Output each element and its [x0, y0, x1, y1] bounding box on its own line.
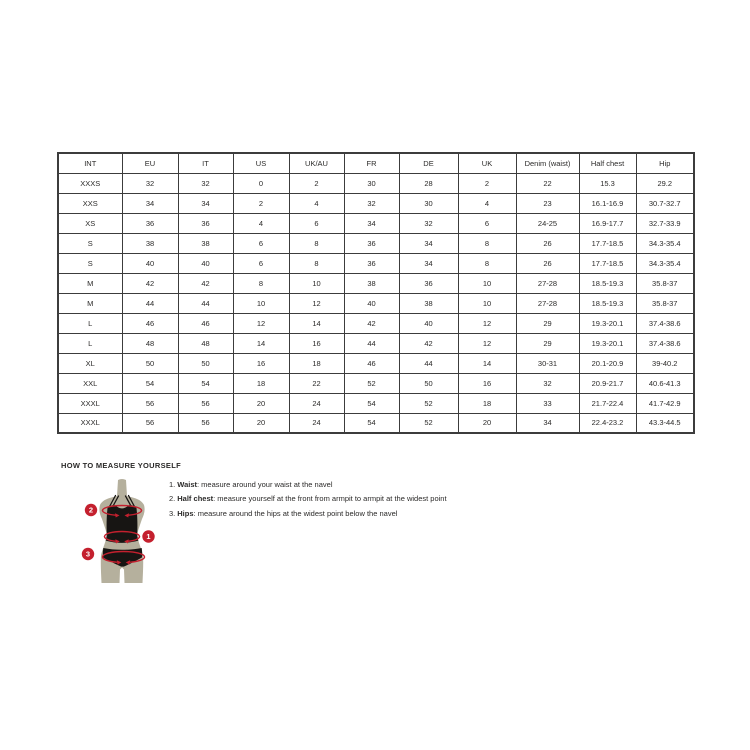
size-cell: 33: [516, 393, 579, 413]
instruction-half-chest: [169, 494, 447, 504]
size-cell: 22: [516, 173, 579, 193]
size-cell: 19.3-20.1: [579, 313, 636, 333]
size-cell: 2: [289, 173, 344, 193]
size-row: [58, 233, 694, 253]
size-cell: 40: [122, 253, 178, 273]
size-cell: 38: [178, 233, 233, 253]
size-cell: 8: [233, 273, 289, 293]
size-cell: 34: [516, 413, 579, 433]
size-column-header: FR: [344, 153, 399, 173]
size-cell: L: [58, 313, 122, 333]
size-cell: 54: [344, 413, 399, 433]
size-cell: 8: [458, 253, 516, 273]
size-cell: 42: [178, 273, 233, 293]
instruction-label: Half chest: [177, 494, 214, 504]
size-cell: 20: [233, 393, 289, 413]
size-column-header: EU: [122, 153, 178, 173]
size-cell: 8: [289, 253, 344, 273]
size-cell: 18.5-19.3: [579, 293, 636, 313]
badge-waist-number: 1: [146, 532, 151, 542]
size-cell: 14: [458, 353, 516, 373]
size-cell: 46: [178, 313, 233, 333]
size-cell: 24: [289, 393, 344, 413]
size-cell: 44: [344, 333, 399, 353]
size-cell: 41.7-42.9: [636, 393, 694, 413]
size-cell: 18: [233, 373, 289, 393]
size-row: [58, 293, 694, 313]
size-cell: 18: [458, 393, 516, 413]
size-cell: 42: [122, 273, 178, 293]
size-cell: 40.6-41.3: [636, 373, 694, 393]
size-cell: XXXS: [58, 173, 122, 193]
size-cell: 34: [122, 193, 178, 213]
size-column-header: Half chest: [579, 153, 636, 173]
size-cell: 48: [178, 333, 233, 353]
size-cell: 37.4-38.6: [636, 333, 694, 353]
size-cell: 19.3-20.1: [579, 333, 636, 353]
size-row: [58, 353, 694, 373]
size-cell: 30.7-32.7: [636, 193, 694, 213]
badge-chest: [85, 504, 97, 516]
size-row: [58, 393, 694, 413]
badge-hips-number: 3: [85, 549, 91, 559]
instruction-hips: [169, 509, 447, 519]
size-cell: 32: [344, 193, 399, 213]
size-cell: 20: [233, 413, 289, 433]
size-cell: XL: [58, 353, 122, 373]
size-cell: 38: [344, 273, 399, 293]
size-cell: 34: [344, 213, 399, 233]
size-cell: 42: [399, 333, 458, 353]
size-cell: 6: [289, 213, 344, 233]
size-cell: 40: [178, 253, 233, 273]
size-cell: 29.2: [636, 173, 694, 193]
size-cell: 34.3-35.4: [636, 253, 694, 273]
size-cell: 2: [458, 173, 516, 193]
size-cell: 4: [233, 213, 289, 233]
badge-waist: [142, 530, 154, 542]
size-cell: 35.8-37: [636, 273, 694, 293]
size-row: [58, 273, 694, 293]
size-cell: 4: [458, 193, 516, 213]
size-cell: 44: [399, 353, 458, 373]
instruction-number: 3.: [169, 508, 176, 518]
how-to-measure-title: HOW TO MEASURE YOURSELF: [61, 461, 181, 470]
size-cell: 8: [458, 233, 516, 253]
size-cell: 20.1-20.9: [579, 353, 636, 373]
size-column-header: US: [233, 153, 289, 173]
size-cell: 34: [399, 253, 458, 273]
size-cell: 10: [458, 273, 516, 293]
swimsuit-top: [106, 505, 139, 543]
size-cell: 10: [233, 293, 289, 313]
size-column-header: UK/AU: [289, 153, 344, 173]
size-cell: 32: [122, 173, 178, 193]
size-cell: 32.7-33.9: [636, 213, 694, 233]
size-cell: XXXL: [58, 393, 122, 413]
size-cell: 27-28: [516, 293, 579, 313]
size-cell: 34: [399, 233, 458, 253]
size-cell: M: [58, 273, 122, 293]
size-cell: 35.8-37: [636, 293, 694, 313]
size-cell: 50: [122, 353, 178, 373]
size-cell: 30: [399, 193, 458, 213]
size-cell: 2: [233, 193, 289, 213]
size-cell: 28: [399, 173, 458, 193]
size-cell: 48: [122, 333, 178, 353]
measurement-figure-illustration: [78, 477, 162, 589]
size-cell: 50: [178, 353, 233, 373]
size-cell: 56: [178, 393, 233, 413]
size-row: [58, 173, 694, 193]
size-cell: 56: [122, 393, 178, 413]
badge-hips: [82, 548, 94, 560]
size-cell: 24: [289, 413, 344, 433]
size-table-header-row: [58, 153, 694, 173]
size-cell: 12: [233, 313, 289, 333]
size-row: [58, 413, 694, 433]
size-cell: 6: [458, 213, 516, 233]
instruction-text: : measure yourself at the front from armpit to armpit at the widest point: [213, 494, 447, 504]
size-cell: 16.9-17.7: [579, 213, 636, 233]
size-cell: 18.5-19.3: [579, 273, 636, 293]
size-table: [57, 152, 695, 434]
size-cell: 38: [122, 233, 178, 253]
size-cell: 54: [178, 373, 233, 393]
instruction-text: : measure around the hips at the widest point below the navel: [193, 508, 398, 518]
size-cell: 46: [344, 353, 399, 373]
measure-instructions: [169, 480, 447, 523]
size-row: [58, 253, 694, 273]
size-cell: 36: [122, 213, 178, 233]
size-cell: 12: [458, 333, 516, 353]
size-cell: 20: [458, 413, 516, 433]
size-cell: 0: [233, 173, 289, 193]
size-cell: 17.7-18.5: [579, 253, 636, 273]
instruction-text: : measure around your waist at the navel: [197, 480, 333, 489]
size-cell: 6: [233, 233, 289, 253]
size-cell: 16: [233, 353, 289, 373]
badge-chest-number: 2: [88, 505, 94, 515]
size-cell: 54: [122, 373, 178, 393]
size-row: [58, 313, 694, 333]
size-cell: 26: [516, 233, 579, 253]
size-cell: 16: [289, 333, 344, 353]
size-cell: 17.7-18.5: [579, 233, 636, 253]
size-cell: 46: [122, 313, 178, 333]
size-cell: 42: [344, 313, 399, 333]
size-cell: 12: [458, 313, 516, 333]
size-row: [58, 193, 694, 213]
size-cell: 36: [178, 213, 233, 233]
size-cell: 32: [178, 173, 233, 193]
size-cell: S: [58, 253, 122, 273]
size-cell: 29: [516, 313, 579, 333]
size-cell: 44: [122, 293, 178, 313]
size-cell: L: [58, 333, 122, 353]
size-cell: 16.1-16.9: [579, 193, 636, 213]
size-cell: 14: [233, 333, 289, 353]
size-cell: 32: [516, 373, 579, 393]
size-cell: 29: [516, 333, 579, 353]
size-cell: XXS: [58, 193, 122, 213]
size-cell: 54: [344, 393, 399, 413]
size-cell: 21.7-22.4: [579, 393, 636, 413]
size-column-header: IT: [178, 153, 233, 173]
size-cell: 36: [344, 253, 399, 273]
size-cell: M: [58, 293, 122, 313]
instruction-number: 2.: [169, 494, 176, 504]
instruction-label: Hips: [177, 508, 194, 518]
size-cell: 22.4-23.2: [579, 413, 636, 433]
instruction-waist: [169, 480, 447, 490]
size-cell: 27-28: [516, 273, 579, 293]
size-row: [58, 373, 694, 393]
size-cell: 56: [178, 413, 233, 433]
instruction-label: Waist: [177, 480, 197, 489]
size-cell: 38: [399, 293, 458, 313]
size-cell: 10: [289, 273, 344, 293]
size-cell: 40: [399, 313, 458, 333]
size-cell: 52: [344, 373, 399, 393]
size-cell: 14: [289, 313, 344, 333]
size-cell: 16: [458, 373, 516, 393]
size-column-header: DE: [399, 153, 458, 173]
size-cell: 26: [516, 253, 579, 273]
size-cell: 18: [289, 353, 344, 373]
size-cell: S: [58, 233, 122, 253]
size-cell: 23: [516, 193, 579, 213]
size-cell: 34.3-35.4: [636, 233, 694, 253]
size-cell: 40: [344, 293, 399, 313]
size-cell: 52: [399, 393, 458, 413]
size-cell: 20.9-21.7: [579, 373, 636, 393]
size-cell: 36: [344, 233, 399, 253]
size-cell: 15.3: [579, 173, 636, 193]
instruction-number: 1.: [169, 480, 176, 489]
size-cell: 44: [178, 293, 233, 313]
size-cell: 30-31: [516, 353, 579, 373]
size-column-header: UK: [458, 153, 516, 173]
size-cell: 8: [289, 233, 344, 253]
size-cell: 43.3-44.5: [636, 413, 694, 433]
size-cell: 30: [344, 173, 399, 193]
size-cell: 50: [399, 373, 458, 393]
size-cell: 32: [399, 213, 458, 233]
size-row: [58, 213, 694, 233]
size-column-header: Hip: [636, 153, 694, 173]
size-cell: XS: [58, 213, 122, 233]
size-cell: 22: [289, 373, 344, 393]
size-cell: XXXL: [58, 413, 122, 433]
size-column-header: Denim (waist): [516, 153, 579, 173]
size-cell: 52: [399, 413, 458, 433]
size-cell: 24-25: [516, 213, 579, 233]
size-cell: 37.4-38.6: [636, 313, 694, 333]
size-cell: 12: [289, 293, 344, 313]
size-cell: 34: [178, 193, 233, 213]
size-cell: 4: [289, 193, 344, 213]
size-cell: 36: [399, 273, 458, 293]
size-cell: 39-40.2: [636, 353, 694, 373]
size-cell: XXL: [58, 373, 122, 393]
size-cell: 56: [122, 413, 178, 433]
size-row: [58, 333, 694, 353]
size-cell: 10: [458, 293, 516, 313]
size-column-header: INT: [58, 153, 122, 173]
size-cell: 6: [233, 253, 289, 273]
